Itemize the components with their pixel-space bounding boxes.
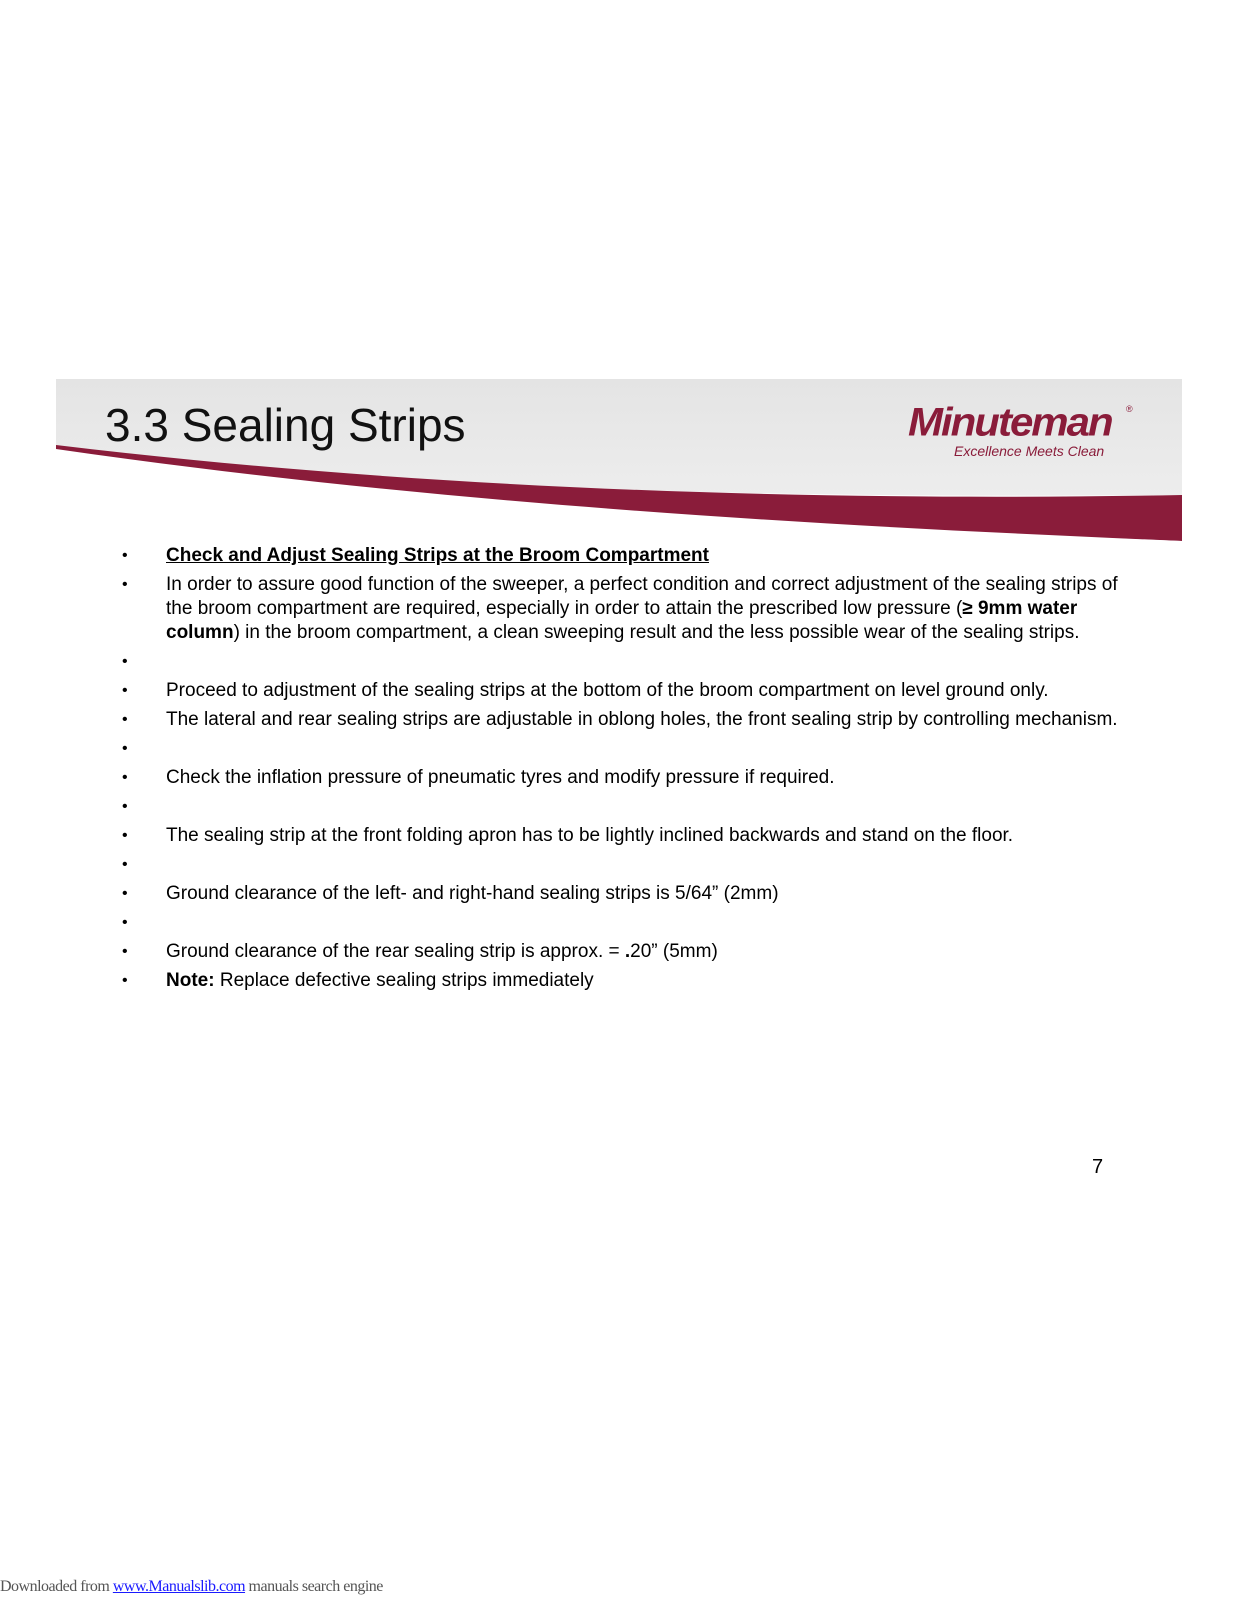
bullet-glyph: • — [122, 914, 128, 931]
list-item — [118, 969, 1128, 993]
list-item — [118, 940, 1128, 964]
list-item-text: Check the inflation pressure of pneumatic tyres and modify pressure if required. — [166, 767, 835, 788]
list-item — [118, 824, 1128, 848]
bullet-glyph: • — [122, 885, 128, 902]
bullet-glyph: • — [122, 827, 128, 844]
page-number: 7 — [1092, 1156, 1104, 1178]
footer-attribution — [0, 1578, 383, 1596]
list-item-text: In order to assure good function of the sweeper, a perfect condition and correct adjustment of the sealing strips of the broom compartment are required, especially in order to attain the prescribed low pressure ( — [166, 574, 1118, 619]
list-item-text: Ground clearance of the rear sealing strip is approx. = — [166, 941, 625, 962]
logo-tagline: Excellence Meets Clean — [954, 443, 1105, 459]
list-item — [118, 573, 1128, 645]
bullet-glyph: • — [122, 682, 128, 699]
list-item-text: Proceed to adjustment of the sealing strips at the bottom of the broom compartment on level ground only. — [166, 680, 1049, 701]
list-item-text: ≥ 9mm water column — [166, 598, 1078, 643]
list-item-text: Replace defective sealing strips immediately — [214, 970, 594, 991]
bullet-glyph: • — [122, 798, 128, 815]
bullet-glyph: • — [122, 943, 128, 960]
manualslib-link[interactable]: www.Manualslib.com — [112, 1578, 246, 1595]
list-item-text: Check and Adjust Sealing Strips at the Broom Compartment — [166, 545, 709, 566]
footer-prefix: Downloaded from — [0, 1578, 113, 1595]
list-item — [118, 679, 1128, 703]
bullet-glyph: • — [122, 653, 128, 670]
bullet-glyph: • — [122, 972, 128, 989]
list-item-text: Note: — [166, 970, 215, 991]
list-item-text: The sealing strip at the front folding apron has to be lightly inclined backwards and stand on the floor. — [166, 825, 1014, 846]
page-title: 3.3 Sealing Strips — [105, 399, 466, 451]
footer-suffix: manuals search engine — [245, 1578, 383, 1595]
list-item-text: ) in the broom compartment, a clean sweeping result and the less possible wear of the sealing strips. — [233, 622, 1080, 643]
bullet-list — [118, 544, 1128, 998]
list-item — [118, 708, 1128, 732]
bullet-glyph: • — [122, 856, 128, 873]
logo-registered-mark: ® — [1126, 404, 1133, 414]
list-item — [118, 853, 1128, 877]
bullet-glyph: • — [122, 711, 128, 728]
list-item — [118, 544, 1128, 568]
list-item-text: Ground clearance of the left- and right-hand sealing strips is 5/64” (2mm) — [166, 883, 779, 904]
list-item — [118, 882, 1128, 906]
list-item — [118, 766, 1128, 790]
list-item — [118, 795, 1128, 819]
bullet-glyph: • — [122, 547, 128, 564]
list-item — [118, 911, 1128, 935]
list-item-text: 20” (5mm) — [630, 941, 718, 962]
logo-wordmark: Minuteman — [908, 399, 1112, 444]
bullet-glyph: • — [122, 576, 128, 593]
list-item — [118, 650, 1128, 674]
list-item — [118, 737, 1128, 761]
brand-logo — [908, 401, 1138, 461]
list-item-text: . — [624, 941, 631, 962]
list-item-text: The lateral and rear sealing strips are adjustable in oblong holes, the front sealing strip by controlling mechanism. — [166, 709, 1118, 730]
bullet-glyph: • — [122, 769, 128, 786]
bullet-glyph: • — [122, 740, 128, 757]
